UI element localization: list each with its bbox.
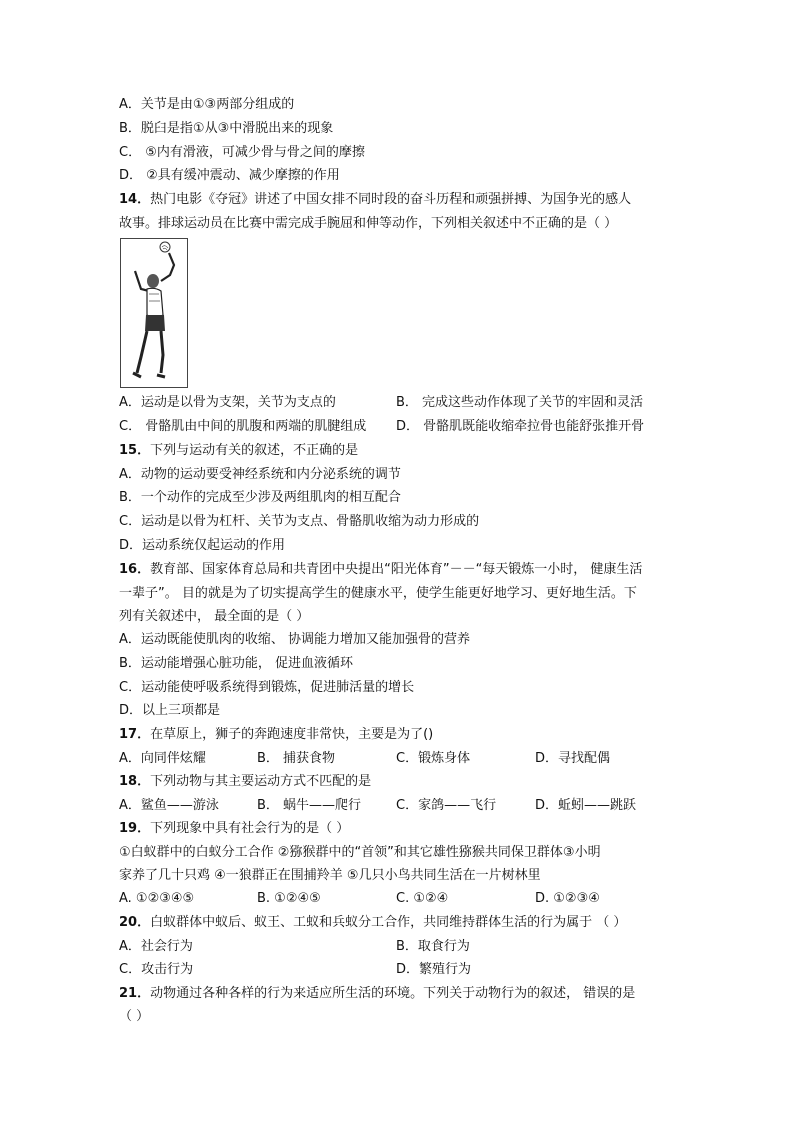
answer-option: C. ①②④	[396, 891, 449, 906]
question-17	[119, 725, 433, 745]
answer-option: B．运动能增强心脏功能， 促进血液循环	[119, 656, 354, 671]
answer-option: A．运动是以骨为支架，关节为支点的	[119, 395, 336, 410]
question-number: 17．	[119, 727, 151, 742]
answer-option: C．家鸽——飞行	[396, 798, 497, 813]
volleyball-player-figure	[120, 238, 188, 388]
answer-option: A. ①②③④⑤	[119, 891, 195, 906]
answer-option: D．蚯蚓——跳跃	[535, 798, 637, 813]
question-18	[119, 772, 371, 792]
question-14	[119, 190, 631, 210]
question-text: 一辈子”。 目的就是为了切实提高学生的健康水平，使学生能更好地学习、更好地生活。下	[119, 586, 637, 601]
question-text: （ ）	[119, 1009, 150, 1024]
question-text: 列有关叙述中， 最全面的是（ ）	[119, 609, 310, 624]
answer-option: D．寻找配偶	[535, 751, 611, 766]
answer-option: C．锻炼身体	[396, 751, 471, 766]
question-number: 20．	[119, 915, 151, 930]
question-number: 21．	[119, 986, 151, 1001]
answer-option: D． ②具有缓冲震动、减少摩擦的作用	[119, 168, 340, 183]
question-16	[119, 560, 642, 580]
answer-option: A．运动既能使肌肉的收缩、 协调能力增加又能加强骨的营养	[119, 632, 471, 647]
question-text: 动物通过各种各样的行为来适应所生活的环境。下列关于动物行为的叙述， 错误的是	[150, 986, 636, 1001]
question-20	[119, 913, 626, 933]
question-text: 下列动物与其主要运动方式不匹配的是	[150, 774, 372, 789]
question-text: 故事。排球运动员在比赛中需完成手腕屈和伸等动作，下列相关叙述中不正确的是（ ）	[119, 216, 618, 231]
question-number: 16．	[119, 562, 151, 577]
question-15	[119, 441, 358, 461]
question-text: 下列现象中具有社会行为的是（ ）	[150, 821, 350, 836]
question-text: 教育部、国家体育总局和共青团中央提出“阳光体育”－－“每天锻炼一小时， 健康生活	[150, 562, 643, 577]
answer-option: B． 捕获食物	[257, 751, 336, 766]
question-number: 18．	[119, 774, 151, 789]
question-text: ①白蚁群中的白蚁分工合作 ②猕猴群中的“首领”和其它雄性猕猴共同保卫群体③小明	[119, 845, 601, 860]
question-number: 15．	[119, 443, 151, 458]
answer-option: B． 蜗牛——爬行	[257, 798, 362, 813]
answer-option: A．向同伴炫耀	[119, 751, 206, 766]
question-text: 家养了几十只鸡 ④一狼群正在围捕羚羊 ⑤几只小鸟共同生活在一片树林里	[119, 868, 541, 883]
question-text: 下列与运动有关的叙述，不正确的是	[150, 443, 359, 458]
answer-option: C． 骨骼肌由中间的肌腹和两端的肌腱组成	[119, 419, 367, 434]
answer-option: D．运动系统仅起运动的作用	[119, 538, 286, 553]
answer-option: D．繁殖行为	[396, 962, 472, 977]
question-number: 19．	[119, 821, 151, 836]
answer-option: B．取食行为	[396, 939, 470, 954]
answer-option: C．攻击行为	[119, 962, 194, 977]
question-19	[119, 819, 349, 839]
volleyball-player-image	[121, 239, 187, 387]
question-21	[119, 984, 635, 1004]
answer-option: B．一个动作的完成至少涉及两组肌肉的相互配合	[119, 490, 401, 505]
question-text: 白蚁群体中蚁后、蚁王、工蚁和兵蚁分工合作，共同维持群体生活的行为属于 （ ）	[150, 915, 627, 930]
answer-option: A．鲨鱼——游泳	[119, 798, 219, 813]
answer-option: A．社会行为	[119, 939, 193, 954]
question-number: 14．	[119, 192, 151, 207]
answer-option: C．运动是以骨为杠杆、关节为支点、骨骼肌收缩为动力形成的	[119, 514, 480, 529]
answer-option: C． ⑤内有滑液，可减少骨与骨之间的摩擦	[119, 145, 365, 160]
answer-option: D．以上三项都是	[119, 703, 221, 718]
answer-option: B．脱臼是指①从③中滑脱出来的现象	[119, 121, 334, 136]
answer-option: D． 骨骼肌既能收缩牵拉骨也能舒张推开骨	[396, 419, 645, 434]
question-text: 热门电影《夺冠》讲述了中国女排不同时段的奋斗历程和顽强拼搏、为国争光的感人	[150, 192, 632, 207]
answer-option: C．运动能使呼吸系统得到锻炼，促进肺活量的增长	[119, 680, 415, 695]
answer-option: D. ①②③④	[535, 891, 600, 906]
answer-option: B． 完成这些动作体现了关节的牢固和灵活	[396, 395, 644, 410]
question-text: 在草原上，狮子的奔跑速度非常快，主要是为了()	[150, 727, 434, 742]
answer-option: A．关节是由①③两部分组成的	[119, 97, 295, 112]
answer-option: B. ①②④⑤	[257, 891, 321, 906]
answer-option: A．动物的运动要受神经系统和内分泌系统的调节	[119, 467, 401, 482]
